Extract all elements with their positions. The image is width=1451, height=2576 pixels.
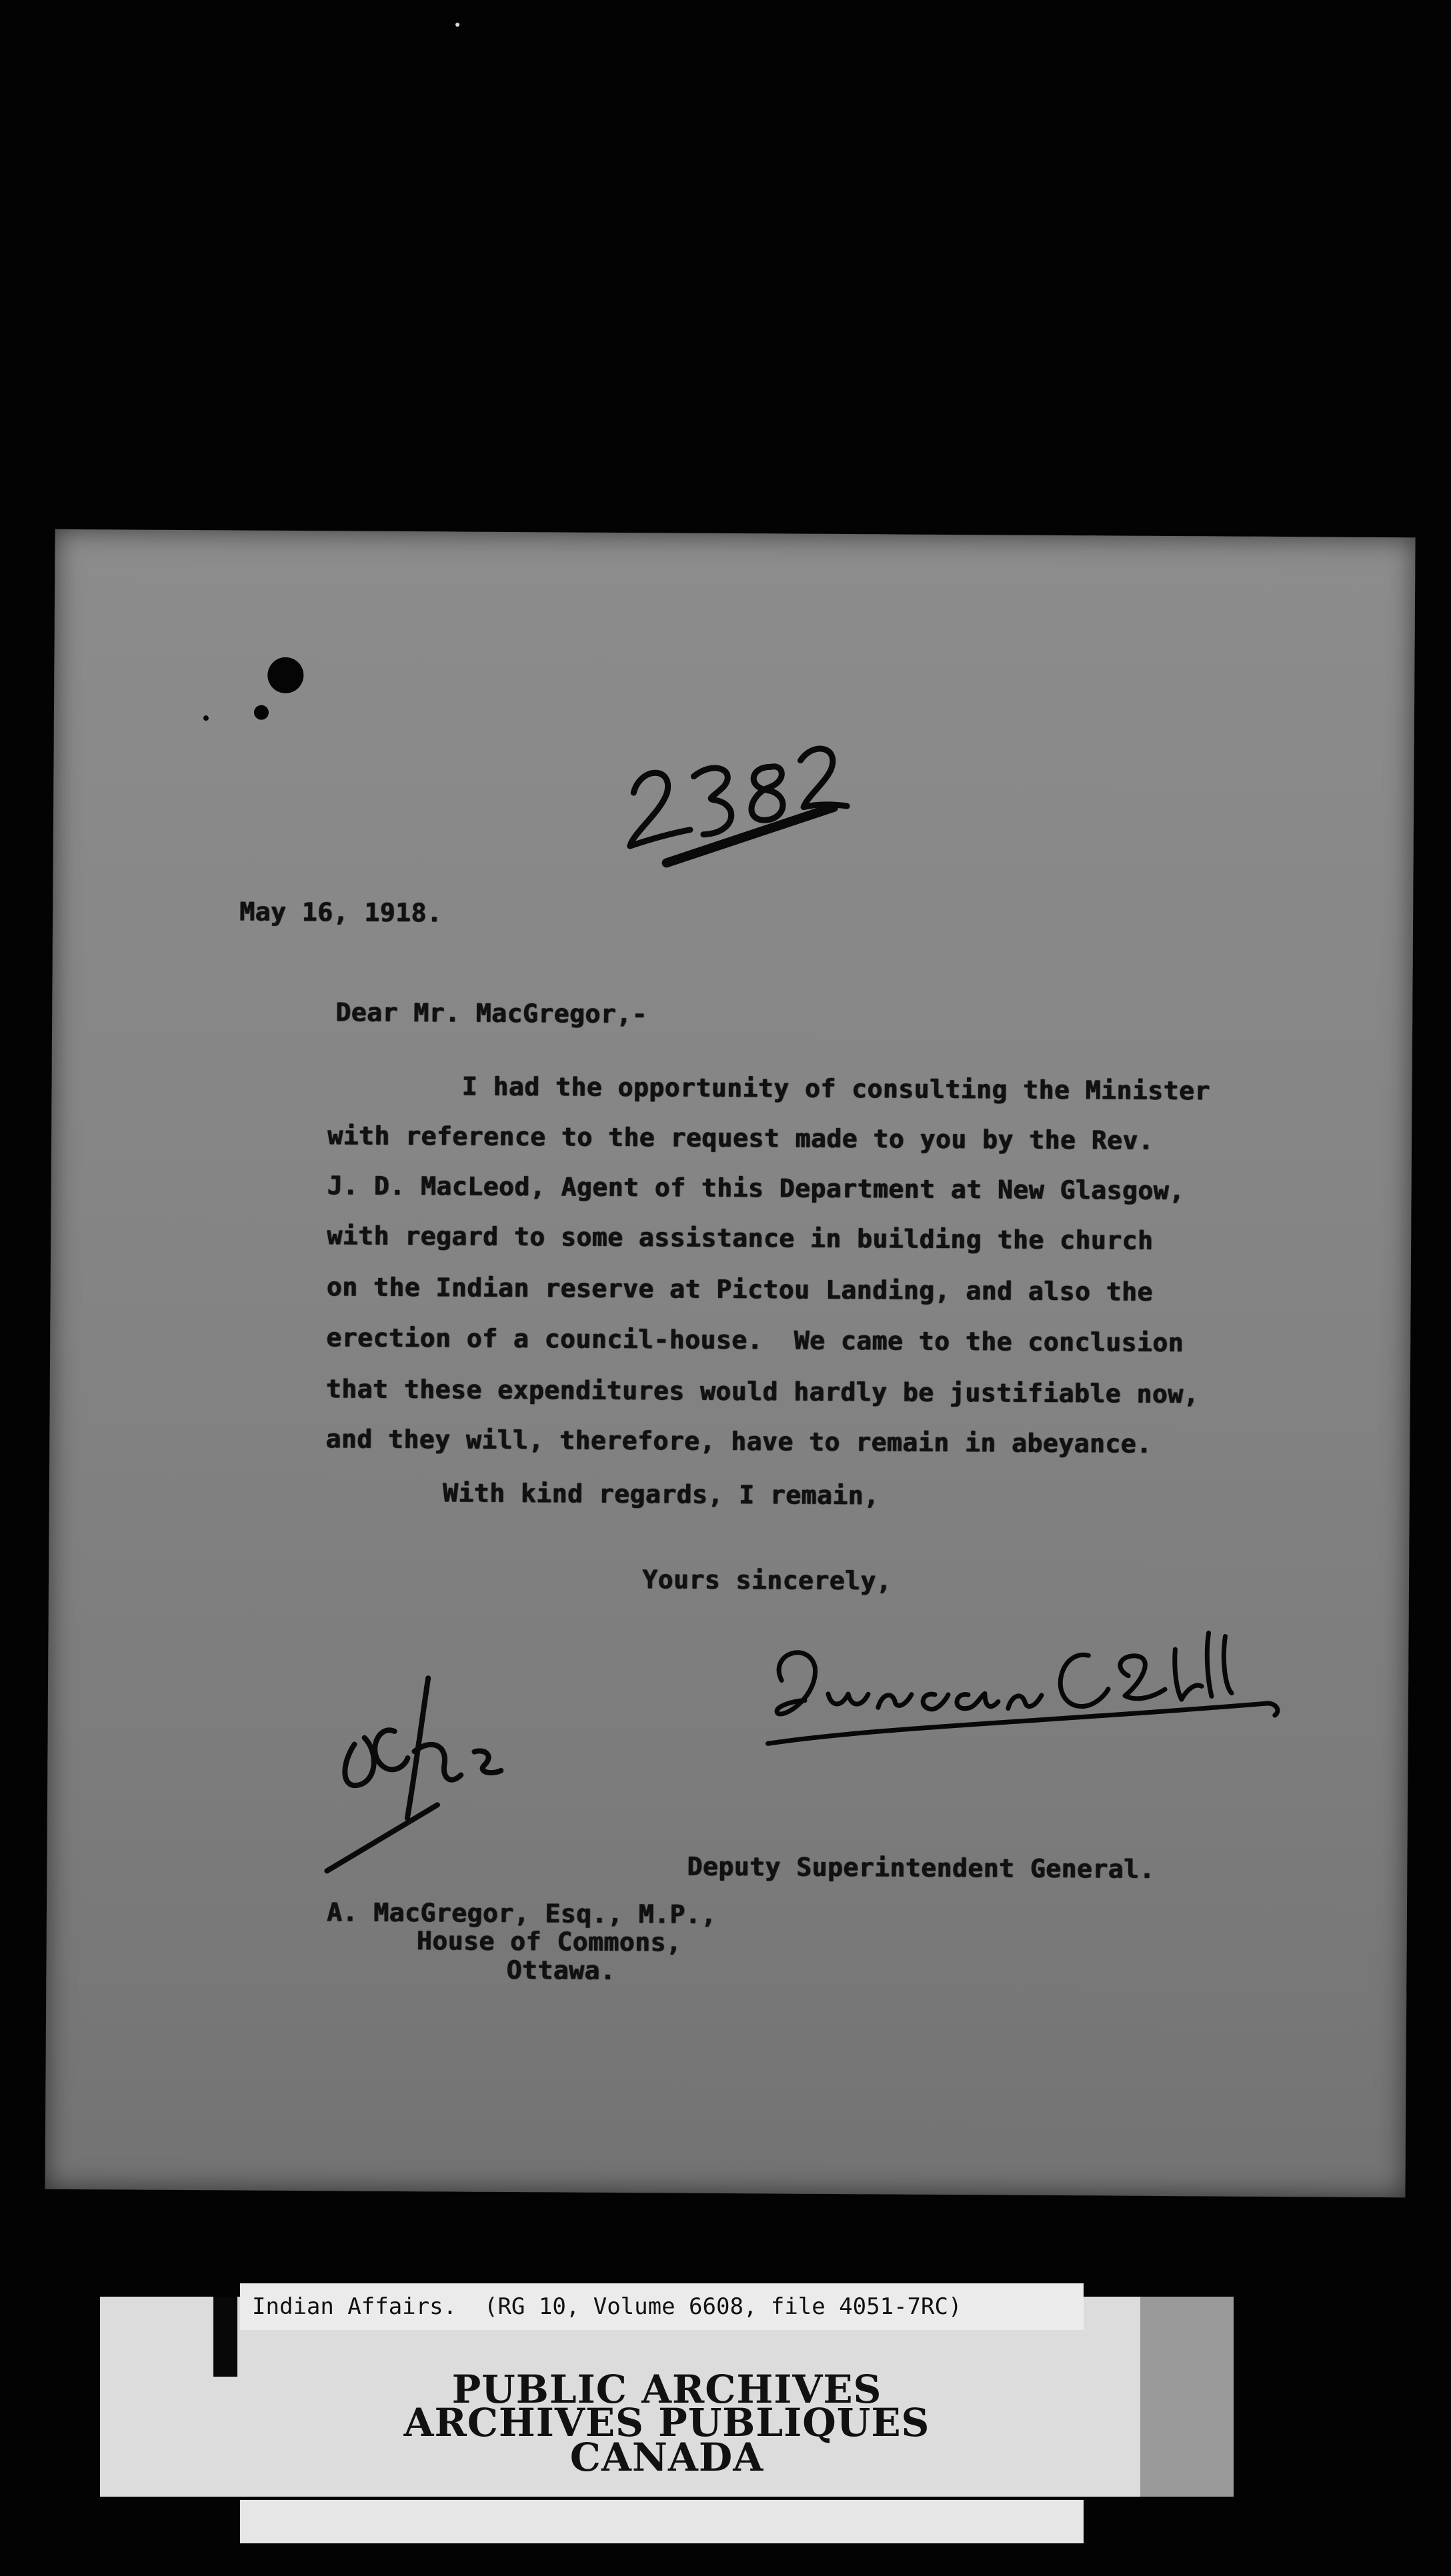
handwritten-initials bbox=[313, 1651, 535, 1905]
signer-title: Deputy Superintendent General. bbox=[687, 1851, 1155, 1884]
stamp-line: PUBLIC ARCHIVES bbox=[451, 2367, 882, 2412]
bottom-strip bbox=[240, 2500, 1084, 2543]
handwritten-signature bbox=[741, 1600, 1308, 1763]
letter-date: May 16, 1918. bbox=[239, 897, 443, 928]
punch-hole-small bbox=[203, 715, 209, 721]
body-line: I had the opportunity of consulting the Minister bbox=[461, 1071, 1210, 1106]
body-line: erection of a council-house. We came to the conclusion bbox=[326, 1323, 1184, 1358]
closing-line: With kind regards, I remain, bbox=[442, 1478, 880, 1511]
file-number-drawing bbox=[613, 719, 854, 874]
body-line: on the Indian reserve at Pictou Landing, and also the bbox=[326, 1272, 1153, 1307]
initials-drawing bbox=[313, 1651, 535, 1905]
stamp-line: ARCHIVES PUBLIQUES bbox=[403, 2400, 930, 2445]
stamp-line: CANADA bbox=[569, 2435, 764, 2480]
body-line: and they will, therefore, have to remain in abeyance. bbox=[325, 1424, 1152, 1459]
salutation: Dear Mr. MacGregor,- bbox=[335, 997, 647, 1029]
body-line: with reference to the request made to you by the Rev. bbox=[327, 1121, 1154, 1155]
letter-page bbox=[45, 529, 1415, 2197]
addressee-line: House of Commons, bbox=[416, 1926, 682, 1957]
body-line: with regard to some assistance in building the church bbox=[327, 1221, 1154, 1255]
punch-hole-small bbox=[254, 705, 269, 720]
body-line: J. D. MacLeod, Agent of this Department at New Glasgow, bbox=[327, 1171, 1185, 1206]
dust-speck bbox=[455, 23, 459, 27]
signature-drawing bbox=[741, 1600, 1308, 1763]
stamp-edge bbox=[213, 2297, 237, 2377]
addressee-line: A. MacGregor, Esq., M.P., bbox=[326, 1897, 717, 1929]
source-label: Indian Affairs. (RG 10, Volume 6608, file 4051-7RC) bbox=[240, 2283, 1084, 2330]
punch-hole bbox=[267, 657, 303, 693]
body-line: that these expenditures would hardly be justifiable now, bbox=[325, 1374, 1200, 1409]
addressee-line: Ottawa. bbox=[506, 1955, 616, 1985]
valediction: Yours sincerely, bbox=[641, 1565, 892, 1596]
handwritten-file-number bbox=[613, 719, 854, 874]
